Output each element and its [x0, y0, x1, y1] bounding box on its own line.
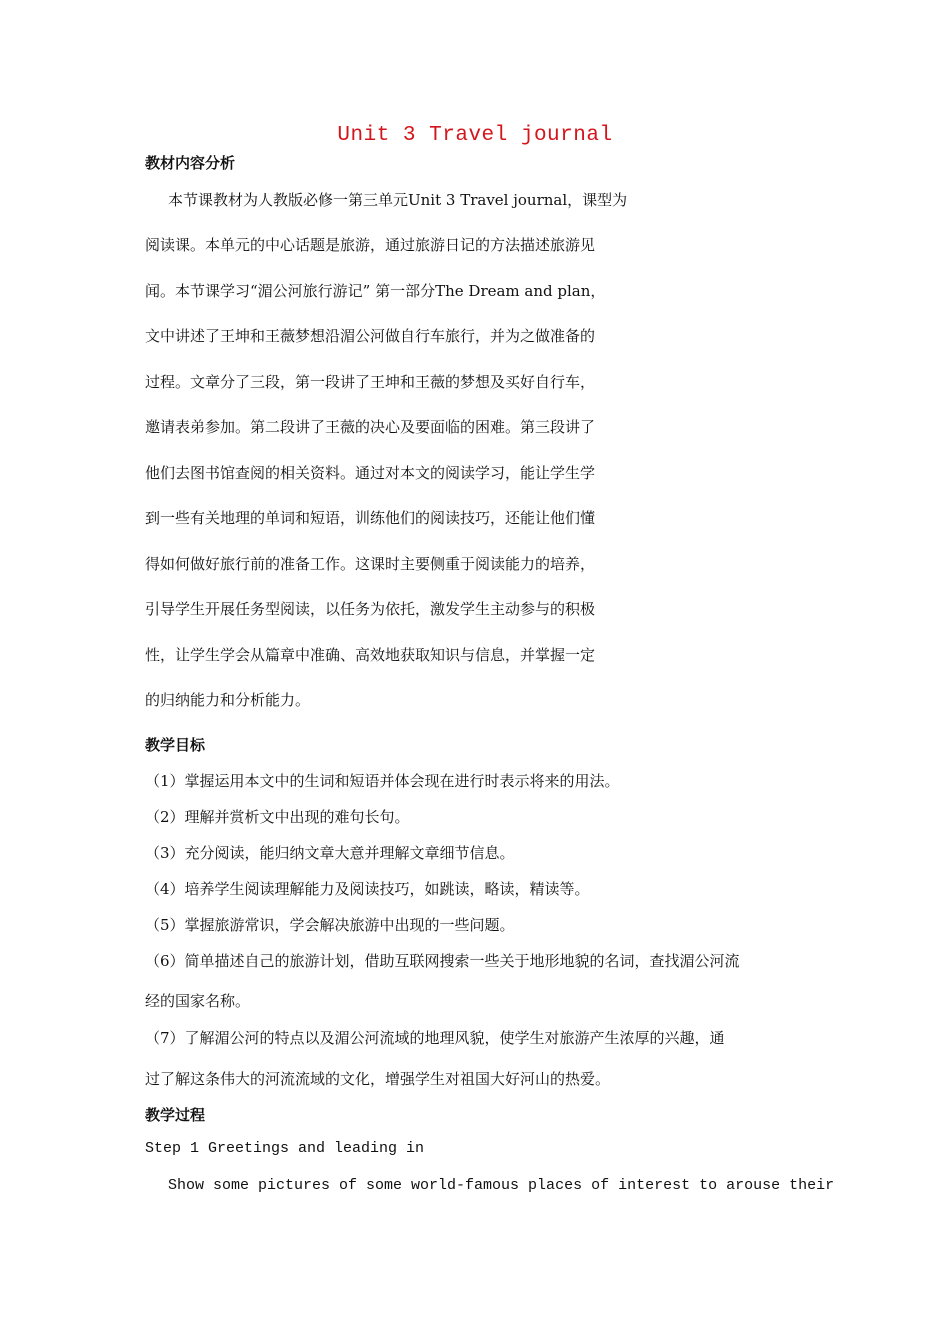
objective-item-continuation: 过了解这条伟大的河流流域的文化，增强学生对祖国大好河山的热爱。: [145, 1070, 611, 1088]
section-heading-analysis: 教材内容分析: [145, 154, 236, 172]
document-title: Unit 3 Travel journal: [337, 124, 613, 147]
objective-item-continuation: 经的国家名称。: [145, 992, 251, 1010]
objective-item: （4）培养学生阅读理解能力及阅读技巧，如跳读，略读，精读等。: [145, 880, 590, 898]
objective-item: （7）了解湄公河的特点以及湄公河流域的地理风貌，使学生对旅游产生浓厚的兴趣，通: [145, 1029, 725, 1047]
paragraph-line: Show some pictures of some world-famous places of interest to arouse their: [168, 1177, 835, 1194]
paragraph-line: 邀请表弟参加。第二段讲了王薇的决心及要面临的困难。第三段讲了: [145, 418, 596, 436]
paragraph-line: 的归纳能力和分析能力。: [145, 691, 311, 709]
section-heading-objectives: 教学目标: [145, 736, 206, 754]
section-heading-process: 教学过程: [145, 1106, 206, 1124]
paragraph-line: 到一些有关地理的单词和短语，训练他们的阅读技巧，还能让他们懂: [145, 509, 596, 527]
paragraph-line: 引导学生开展任务型阅读，以任务为依托，激发学生主动参与的积极: [145, 600, 596, 618]
paragraph-line: 他们去图书馆查阅的相关资料。通过对本文的阅读学习，能让学生学: [145, 464, 596, 482]
objective-item: （6）简单描述自己的旅游计划，借助互联网搜索一些关于地形地貌的名词，查找湄公河流: [145, 952, 740, 970]
paragraph-line: 得如何做好旅行前的准备工作。这课时主要侧重于阅读能力的培养，: [145, 555, 596, 573]
paragraph-line: 文中讲述了王坤和王薇梦想沿湄公河做自行车旅行，并为之做准备的: [145, 327, 596, 345]
objective-item: （5）掌握旅游常识，学会解决旅游中出现的一些问题。: [145, 916, 515, 934]
step-heading: Step 1 Greetings and leading in: [145, 1140, 425, 1157]
objective-item: （1）掌握运用本文中的生词和短语并体会现在进行时表示将来的用法。: [145, 772, 620, 790]
paragraph-line: 闻。本节课学习“湄公河旅行游记” 第一部分The Dream and plan，: [145, 282, 606, 300]
paragraph-line: 本节课教材为人教版必修一第三单元Unit 3 Travel journal，课型为: [168, 191, 628, 209]
paragraph-line: 性，让学生学会从篇章中准确、高效地获取知识与信息，并掌握一定: [145, 646, 596, 664]
objective-item: （2）理解并赏析文中出现的难句长句。: [145, 808, 410, 826]
objective-item: （3）充分阅读，能归纳文章大意并理解文章细节信息。: [145, 844, 515, 862]
paragraph-line: 过程。文章分了三段，第一段讲了王坤和王薇的梦想及买好自行车，: [145, 373, 596, 391]
paragraph-line: 阅读课。本单元的中心话题是旅游，通过旅游日记的方法描述旅游见: [145, 236, 596, 254]
